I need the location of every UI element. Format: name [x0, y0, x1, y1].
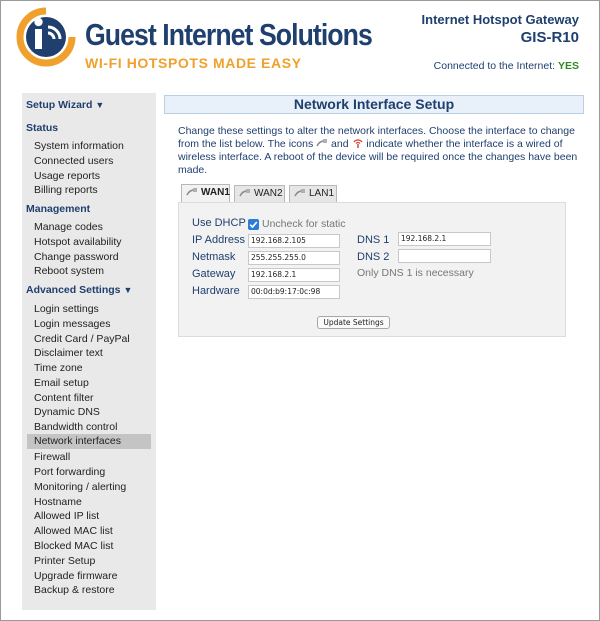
sidebar	[22, 93, 156, 610]
connection-label: Connected to the Internet:	[433, 60, 556, 72]
tab-wan1-label: WAN1	[201, 187, 230, 198]
wired-icon	[239, 188, 251, 198]
sidebar-item-blocked-mac-list[interactable]: Blocked MAC list	[34, 540, 114, 552]
sidebar-item-firewall[interactable]: Firewall	[34, 451, 71, 463]
gateway-input[interactable]: 192.168.2.1	[248, 268, 340, 282]
sidebar-item-dynamic-dns[interactable]: Dynamic DNS	[34, 406, 100, 418]
wired-icon	[186, 187, 198, 197]
brand-tagline: WI-FI HOTSPOTS MADE EASY	[85, 55, 302, 71]
update-settings-button[interactable]: Update Settings	[317, 316, 390, 329]
sidebar-item-email-setup[interactable]: Email setup	[34, 377, 89, 389]
intro-text-part1: Change these settings to alter the network interfaces. Choose the interface to change from the list below. The icons	[178, 125, 575, 150]
connection-value: YES	[557, 60, 579, 72]
netmask-input[interactable]: 255.255.255.0	[248, 251, 340, 265]
dns1-label: DNS 1	[357, 234, 390, 246]
sidebar-item-login-settings[interactable]: Login settings	[34, 303, 99, 315]
sidebar-item-connected-users[interactable]: Connected users	[34, 155, 114, 167]
dns2-input[interactable]	[398, 249, 491, 263]
sidebar-item-upgrade-firmware[interactable]: Upgrade firmware	[34, 570, 118, 582]
tab-wan1[interactable]	[181, 184, 230, 202]
wired-icon	[316, 138, 328, 148]
sidebar-item-monitoring-alerting[interactable]: Monitoring / alerting	[34, 481, 127, 493]
dns-hint: Only DNS 1 is necessary	[357, 267, 474, 279]
sidebar-advanced-settings[interactable]	[26, 284, 132, 296]
sidebar-setup-wizard[interactable]	[26, 99, 104, 111]
brand-name: Guest Internet Solutions	[85, 17, 372, 52]
sidebar-item-network-interfaces[interactable]: Network interfaces	[27, 434, 151, 449]
sidebar-item-login-messages[interactable]: Login messages	[34, 318, 111, 330]
sidebar-item-allowed-mac-list[interactable]: Allowed MAC list	[34, 525, 113, 537]
sidebar-item-printer-setup[interactable]: Printer Setup	[34, 555, 96, 567]
gateway-label: Gateway	[192, 268, 236, 280]
sidebar-item-billing-reports[interactable]: Billing reports	[34, 184, 98, 196]
sidebar-item-backup-restore[interactable]: Backup & restore	[34, 584, 115, 596]
double-chevron-down-icon: ▼	[95, 100, 105, 110]
intro-text-and: and	[331, 138, 349, 150]
sidebar-item-hotspot-availability[interactable]: Hotspot availability	[34, 236, 122, 248]
sidebar-heading-status: Status	[26, 122, 59, 134]
sidebar-item-usage-reports[interactable]: Usage reports	[34, 170, 100, 182]
intro-text	[178, 125, 578, 177]
checkmark-icon	[248, 219, 259, 230]
sidebar-item-allowed-ip-list[interactable]: Allowed IP list	[34, 510, 100, 522]
sidebar-item-manage-codes[interactable]: Manage codes	[34, 221, 103, 233]
sidebar-item-content-filter[interactable]: Content filter	[34, 392, 94, 404]
setup-wizard-label: Setup Wizard	[26, 99, 93, 111]
intro-text-part2: indicate whether the interface is a wired of wireless interface. A reboot of the device will be required once the changes have been made.	[178, 138, 578, 176]
page-title: Network Interface Setup	[164, 95, 584, 114]
sidebar-item-port-forwarding[interactable]: Port forwarding	[34, 466, 106, 478]
hardware-input[interactable]: 00:0d:b9:17:0c:98	[248, 285, 340, 299]
sidebar-item-hostname[interactable]: Hostname	[34, 496, 82, 508]
dns1-input[interactable]: 192.168.2.1	[398, 232, 491, 246]
sidebar-item-system-information[interactable]: System information	[34, 140, 124, 152]
dns2-label: DNS 2	[357, 251, 390, 263]
dhcp-checkbox[interactable]	[248, 219, 259, 230]
sidebar-item-bandwidth-control[interactable]: Bandwidth control	[34, 421, 118, 433]
connection-status	[434, 60, 579, 72]
sidebar-item-credit-card-paypal[interactable]: Credit Card / PayPal	[34, 333, 130, 345]
sidebar-item-time-zone[interactable]: Time zone	[34, 362, 83, 374]
dhcp-label: Use DHCP	[192, 217, 246, 229]
guest-internet-logo-icon	[15, 7, 77, 67]
sidebar-heading-management: Management	[26, 203, 91, 215]
sidebar-item-disclaimer-text[interactable]: Disclaimer text	[34, 347, 103, 359]
ip-address-input[interactable]: 192.168.2.105	[248, 234, 340, 248]
product-model: GIS-R10	[520, 29, 579, 46]
wireless-icon	[352, 138, 364, 148]
sidebar-item-reboot-system[interactable]: Reboot system	[34, 265, 105, 277]
dhcp-hint: Uncheck for static	[262, 218, 346, 230]
netmask-label: Netmask	[192, 251, 236, 263]
ip-address-label: IP Address	[192, 234, 245, 246]
tab-wan2-label: WAN2	[254, 188, 283, 199]
hardware-label: Hardware	[192, 285, 240, 297]
double-chevron-down-icon: ▼	[123, 285, 133, 295]
advanced-settings-label: Advanced Settings	[26, 284, 121, 296]
sidebar-item-change-password[interactable]: Change password	[34, 251, 119, 263]
wired-icon	[294, 188, 306, 198]
tab-lan1-label: LAN1	[309, 188, 335, 199]
tab-lan1[interactable]	[289, 185, 337, 202]
product-line: Internet Hotspot Gateway	[421, 12, 579, 27]
tab-wan2[interactable]	[234, 185, 285, 202]
